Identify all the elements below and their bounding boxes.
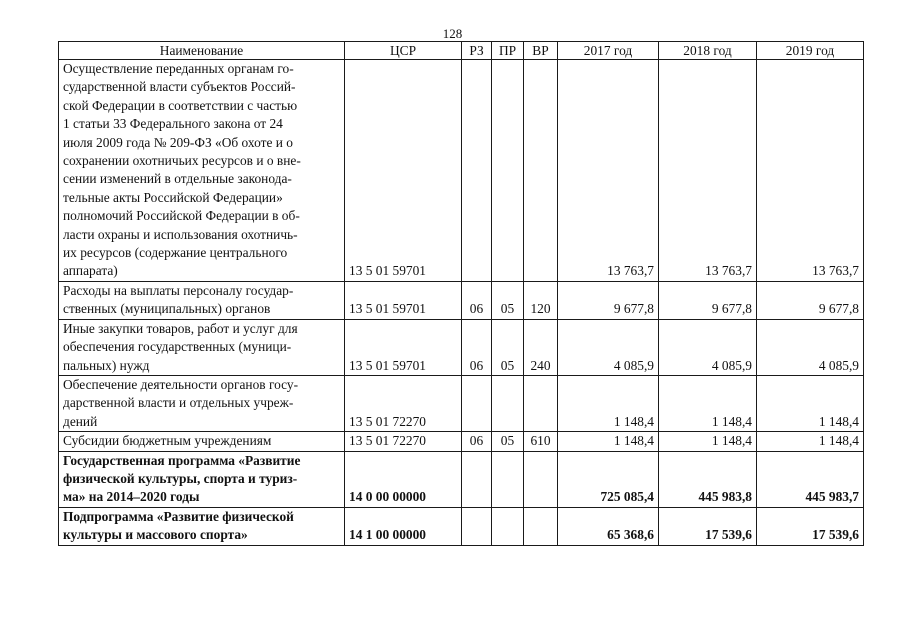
header-pr: ПР: [492, 42, 524, 60]
row-2019-cell: 9 677,8: [757, 281, 864, 319]
table-row: [59, 507, 864, 545]
row-2017-cell: 4 085,9: [558, 319, 659, 375]
table-body: [59, 60, 864, 546]
row-name-line: Расходы на выплаты персоналу государ-: [63, 282, 294, 298]
row-csr-cell: 13 5 01 59701: [345, 281, 462, 319]
table-row: [59, 375, 864, 431]
row-2019-cell: 1 148,4: [757, 375, 864, 431]
table-row: [59, 281, 864, 319]
row-rz-cell: [462, 375, 492, 431]
row-name-line: их ресурсов (содержание центрального: [63, 245, 288, 261]
row-name-cell: [59, 319, 345, 375]
row-vr-cell: 610: [524, 432, 558, 451]
row-name-line: ственных (муниципальных) органов: [63, 301, 271, 317]
row-name-line: дений: [63, 413, 98, 429]
row-2018-cell: 1 148,4: [659, 375, 757, 431]
row-2018-cell: 1 148,4: [659, 432, 757, 451]
row-name-line: Подпрограмма «Развитие физической: [63, 508, 294, 524]
row-name-line: тельные акты Российской Федерации»: [63, 189, 283, 205]
row-csr-cell: 13 5 01 72270: [345, 432, 462, 451]
row-name-line: Государственная программа «Развитие: [63, 452, 301, 468]
budget-table: [58, 41, 864, 546]
row-name-line: Обеспечение деятельности органов госу-: [63, 376, 299, 392]
header-2019: 2019 год: [757, 42, 864, 60]
row-rz-cell: 06: [462, 319, 492, 375]
row-name-line: полномочий Российской Федерации в об-: [63, 208, 300, 224]
row-2019-cell: 1 148,4: [757, 432, 864, 451]
row-name-cell: [59, 507, 345, 545]
header-rz: РЗ: [462, 42, 492, 60]
row-pr-cell: 05: [492, 281, 524, 319]
row-csr-cell: 14 0 00 00000: [345, 451, 462, 507]
header-csr: ЦСР: [345, 42, 462, 60]
table-header-row: [59, 42, 864, 60]
row-2018-cell: 17 539,6: [659, 507, 757, 545]
row-2019-cell: 445 983,7: [757, 451, 864, 507]
row-vr-cell: 120: [524, 281, 558, 319]
row-2018-cell: 4 085,9: [659, 319, 757, 375]
row-name-line: Осуществление переданных органам го-: [63, 61, 294, 76]
row-name-line: Иные закупки товаров, работ и услуг для: [63, 320, 298, 336]
row-2018-cell: 13 763,7: [659, 60, 757, 282]
row-pr-cell: 05: [492, 432, 524, 451]
row-rz-cell: 06: [462, 281, 492, 319]
table-row: [59, 432, 864, 451]
header-name: Наименование: [59, 42, 345, 60]
row-name-line: культуры и массового спорта»: [63, 527, 248, 543]
row-csr-cell: 14 1 00 00000: [345, 507, 462, 545]
row-pr-cell: 05: [492, 319, 524, 375]
row-csr-cell: 13 5 01 59701: [345, 60, 462, 282]
table-row: [59, 60, 864, 282]
row-csr-cell: 13 5 01 72270: [345, 375, 462, 431]
header-vr: ВР: [524, 42, 558, 60]
row-name-line: июля 2009 года № 209-ФЗ «Об охоте и о: [63, 134, 293, 150]
row-name-line: физической культуры, спорта и туриз-: [63, 470, 298, 486]
row-2017-cell: 725 085,4: [558, 451, 659, 507]
row-name-cell: [59, 451, 345, 507]
row-vr-cell: [524, 451, 558, 507]
row-csr-cell: 13 5 01 59701: [345, 319, 462, 375]
row-pr-cell: [492, 60, 524, 282]
row-name-line: пальных) нужд: [63, 357, 150, 373]
row-name-line: обеспечения государственных (муници-: [63, 339, 292, 355]
row-2019-cell: 13 763,7: [757, 60, 864, 282]
row-name-line: ма» на 2014–2020 годы: [63, 489, 200, 505]
row-name-cell: [59, 60, 345, 282]
row-2017-cell: 13 763,7: [558, 60, 659, 282]
row-name-line: сении изменений в отдельные законода-: [63, 171, 292, 187]
row-name-line: ласти охраны и использования охотничь-: [63, 226, 298, 242]
row-vr-cell: [524, 375, 558, 431]
row-2017-cell: 65 368,6: [558, 507, 659, 545]
row-pr-cell: [492, 375, 524, 431]
row-2017-cell: 1 148,4: [558, 375, 659, 431]
row-2017-cell: 1 148,4: [558, 432, 659, 451]
row-vr-cell: [524, 507, 558, 545]
row-2019-cell: 17 539,6: [757, 507, 864, 545]
row-name-line: 1 статьи 33 Федерального закона от 24: [63, 116, 283, 132]
row-2019-cell: 4 085,9: [757, 319, 864, 375]
row-rz-cell: [462, 60, 492, 282]
row-rz-cell: 06: [462, 432, 492, 451]
row-name-line: Субсидии бюджетным учреждениям: [63, 433, 272, 449]
row-name-cell: [59, 375, 345, 431]
row-pr-cell: [492, 451, 524, 507]
table-row: [59, 451, 864, 507]
row-2018-cell: 9 677,8: [659, 281, 757, 319]
row-name-line: дарственной власти и отдельных учреж-: [63, 395, 294, 411]
row-name-line: ской Федерации в соответствии с частью: [63, 97, 298, 113]
page-number: 128: [442, 26, 463, 41]
row-pr-cell: [492, 507, 524, 545]
row-name-line: аппарата): [63, 263, 118, 279]
row-vr-cell: 240: [524, 319, 558, 375]
row-name-cell: [59, 432, 345, 451]
table-row: [59, 319, 864, 375]
row-name-line: сохранении охотничьих ресурсов и о вне-: [63, 153, 301, 169]
header-2018: 2018 год: [659, 42, 757, 60]
row-2017-cell: 9 677,8: [558, 281, 659, 319]
row-vr-cell: [524, 60, 558, 282]
row-rz-cell: [462, 507, 492, 545]
row-2018-cell: 445 983,8: [659, 451, 757, 507]
header-2017: 2017 год: [558, 42, 659, 60]
row-name-cell: [59, 281, 345, 319]
row-rz-cell: [462, 451, 492, 507]
row-name-line: сударственной власти субъектов Россий-: [63, 79, 296, 95]
